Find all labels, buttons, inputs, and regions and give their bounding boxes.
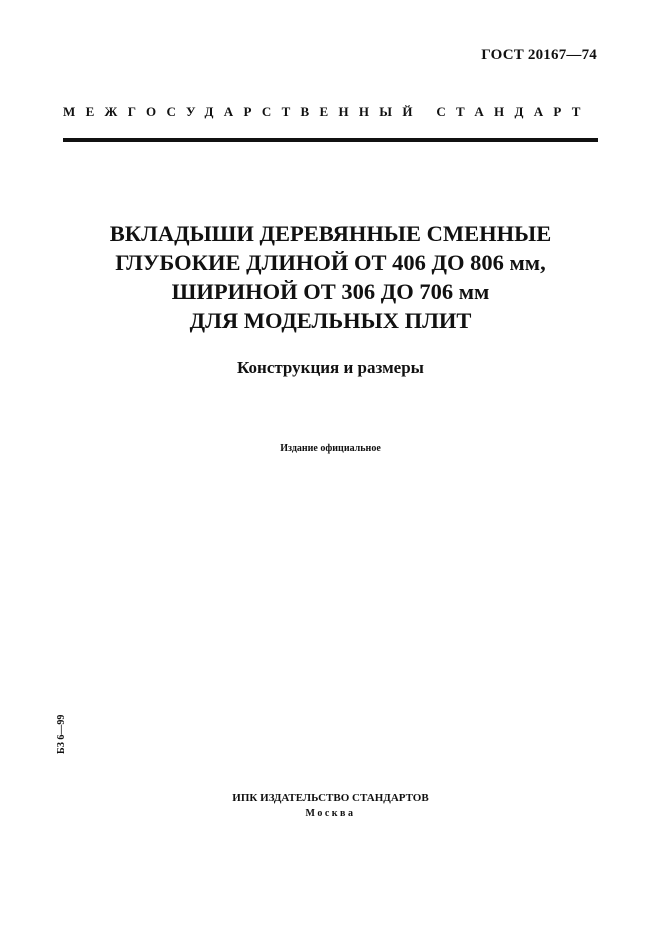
- publisher-name: ИПК ИЗДАТЕЛЬСТВО СТАНДАРТОВ: [232, 792, 429, 804]
- document-subtitle: Конструкция и размеры: [237, 358, 424, 377]
- edition-note: Издание официальное: [280, 443, 381, 454]
- title-line-2: ГЛУБОКИЕ ДЛИНОЙ ОТ 406 ДО 806 мм,: [115, 250, 546, 275]
- title-line-3: ШИРИНОЙ ОТ 306 ДО 706 мм: [171, 279, 490, 304]
- gost-code: ГОСТ 20167—74: [481, 47, 597, 63]
- standard-type-heading: МЕЖГОСУДАРСТВЕННЫЙ СТАНДАРТ: [63, 104, 591, 119]
- side-mark-text: БЗ 6—99: [56, 714, 67, 754]
- publisher-city: Москва: [305, 808, 356, 819]
- document-title: [40, 219, 621, 335]
- title-line-4: ДЛЯ МОДЕЛЬНЫХ ПЛИТ: [189, 308, 472, 333]
- header-rule: [63, 138, 598, 142]
- title-line-1: ВКЛАДЫШИ ДЕРЕВЯННЫЕ СМЕННЫЕ: [109, 221, 552, 246]
